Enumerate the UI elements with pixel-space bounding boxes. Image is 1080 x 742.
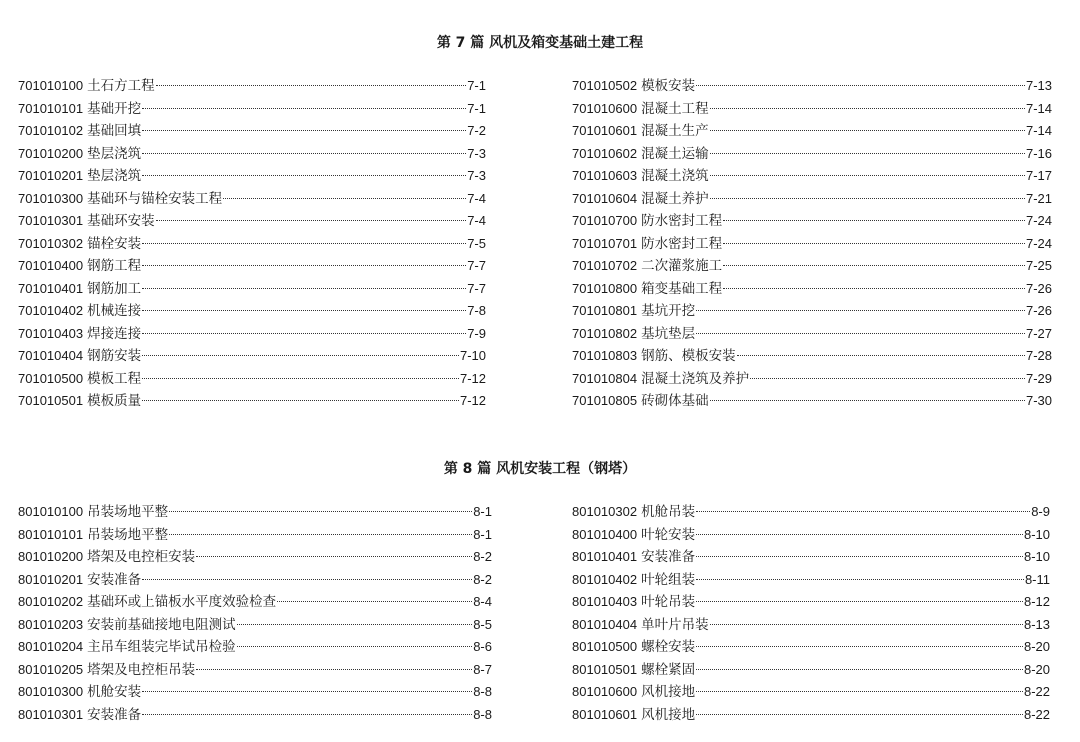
toc-entry[interactable] <box>18 546 492 569</box>
toc-entry-page-number: 7-4 <box>467 213 486 228</box>
toc-entry-code: 701010600 <box>572 100 638 116</box>
toc-entry-title: 螺栓安装 <box>641 639 696 655</box>
toc-entry-code: 701010800 <box>572 280 638 296</box>
toc-entry-code: 801010301 <box>18 706 84 722</box>
toc-entry[interactable] <box>18 323 486 346</box>
toc-entry-page-number: 7-14 <box>1025 123 1052 138</box>
toc-entry-title: 基础环与锚栓安装工程 <box>87 190 223 207</box>
toc-entry-code: 701010102 <box>18 123 84 138</box>
toc-entry[interactable] <box>572 143 1052 166</box>
toc-entry[interactable] <box>18 501 492 524</box>
toc-entry-title: 混凝土养护 <box>641 190 709 207</box>
toc-entry-code: 801010500 <box>572 639 638 654</box>
toc-entry[interactable] <box>18 659 492 682</box>
toc-entry-page-number: 7-30 <box>1025 393 1052 408</box>
toc-entry-title: 钢筋工程 <box>87 258 142 274</box>
toc-entry-title: 混凝土浇筑及养护 <box>641 370 750 387</box>
toc-entry-code: 701010805 <box>572 393 638 408</box>
toc-entry-title: 安装前基础接地电阻测试 <box>87 616 236 633</box>
toc-entry[interactable] <box>18 255 486 278</box>
toc-entry[interactable] <box>572 659 1050 682</box>
dot-leader <box>723 243 1025 244</box>
toc-entry-page-number: 7-7 <box>467 280 486 296</box>
toc-entry-page-number: 8-11 <box>1024 571 1050 587</box>
section-7-title: 第 7 篇 风机及箱变基础土建工程 <box>436 35 644 51</box>
toc-entry-code: 801010403 <box>572 594 638 609</box>
toc-entry-page-number: 7-12 <box>459 393 486 408</box>
toc-entry-title: 基坑开挖 <box>641 303 696 319</box>
toc-entry-title: 塔架及电控柜安装 <box>87 549 196 565</box>
toc-entry-title: 风机接地 <box>641 684 696 700</box>
toc-entry-code: 701010804 <box>572 370 638 386</box>
toc-entry[interactable] <box>572 345 1052 368</box>
toc-entry-page-number: 7-29 <box>1025 370 1052 386</box>
toc-entry-code: 801010100 <box>18 504 84 519</box>
dot-leader <box>696 333 1025 334</box>
toc-entry-page-number: 7-8 <box>467 303 486 318</box>
toc-entry-page-number: 7-24 <box>1025 213 1052 228</box>
toc-entry-page-number: 8-9 <box>1031 504 1050 519</box>
toc-entry-title: 混凝土运输 <box>641 145 709 162</box>
section-8-right-list <box>572 501 1050 726</box>
toc-entry[interactable] <box>18 614 492 637</box>
toc-entry[interactable] <box>572 368 1052 391</box>
toc-entry-title: 叶轮安装 <box>641 526 696 543</box>
toc-entry-page-number: 7-7 <box>467 258 486 273</box>
toc-entry[interactable] <box>572 501 1050 524</box>
toc-entry-page-number: 7-1 <box>467 78 486 93</box>
toc-entry-page-number: 7-25 <box>1025 258 1052 273</box>
toc-entry-page-number: 7-16 <box>1025 145 1052 161</box>
toc-entry-page-number: 8-8 <box>473 684 492 699</box>
toc-entry-code: 801010601 <box>572 706 638 722</box>
toc-entry-page-number: 8-13 <box>1023 616 1050 632</box>
toc-entry[interactable] <box>18 98 486 121</box>
toc-entry[interactable] <box>572 614 1050 637</box>
toc-entry-code: 701010101 <box>18 100 84 116</box>
toc-entry-title: 土石方工程 <box>87 78 155 94</box>
dot-leader <box>142 691 472 692</box>
toc-entry[interactable] <box>18 704 492 727</box>
toc-entry[interactable] <box>18 345 486 368</box>
toc-entry-page-number: 8-2 <box>473 549 492 564</box>
dot-leader <box>710 153 1025 154</box>
dot-leader <box>142 108 466 109</box>
toc-entry[interactable] <box>18 681 492 704</box>
toc-entry[interactable] <box>18 75 486 98</box>
toc-entry-title: 吊装场地平整 <box>87 526 169 543</box>
toc-entry[interactable] <box>18 188 486 211</box>
toc-entry[interactable] <box>572 681 1050 704</box>
toc-entry-title: 钢筋安装 <box>87 348 142 364</box>
dot-leader <box>723 220 1025 221</box>
toc-entry-code: 701010601 <box>572 123 638 138</box>
dot-leader <box>142 288 466 289</box>
toc-entry-code: 801010203 <box>18 616 84 632</box>
toc-entry[interactable] <box>572 98 1052 121</box>
toc-entry[interactable] <box>572 75 1052 98</box>
toc-entry-page-number: 8-2 <box>473 571 492 587</box>
toc-entry-page-number: 7-3 <box>467 145 486 161</box>
dot-leader <box>196 556 472 557</box>
toc-entry[interactable] <box>572 278 1052 301</box>
toc-entry[interactable] <box>18 368 486 391</box>
toc-entry-code: 701010302 <box>18 235 84 251</box>
toc-entry-page-number: 8-1 <box>473 526 492 542</box>
dot-leader <box>696 85 1025 86</box>
toc-entry-code: 801010401 <box>572 549 638 564</box>
toc-entry-code: 701010803 <box>572 348 638 363</box>
toc-entry-code: 701010200 <box>18 145 84 161</box>
toc-entry-page-number: 7-21 <box>1025 190 1052 206</box>
dot-leader <box>710 175 1025 176</box>
toc-entry[interactable] <box>18 278 486 301</box>
dot-leader <box>237 646 473 647</box>
toc-entry[interactable] <box>572 165 1052 188</box>
toc-entry-title: 防水密封工程 <box>641 235 723 252</box>
toc-entry[interactable] <box>18 210 486 233</box>
toc-entry-title: 叶轮组装 <box>641 571 696 588</box>
dot-leader <box>737 355 1025 356</box>
toc-entry-title: 机械连接 <box>87 303 142 319</box>
dot-leader <box>696 310 1025 311</box>
toc-entry-page-number: 7-24 <box>1025 235 1052 251</box>
toc-entry-title: 混凝土生产 <box>641 123 709 139</box>
toc-entry-code: 801010402 <box>572 571 638 587</box>
toc-entry-code: 701010603 <box>572 168 638 183</box>
toc-entry[interactable] <box>572 704 1050 727</box>
toc-entry[interactable] <box>572 390 1052 413</box>
toc-entry-page-number: 8-12 <box>1023 594 1050 609</box>
toc-entry-code: 701010402 <box>18 303 84 318</box>
dot-leader <box>696 691 1023 692</box>
toc-entry-code: 701010301 <box>18 213 84 228</box>
toc-entry-code: 701010400 <box>18 258 84 273</box>
toc-entry[interactable] <box>572 569 1050 592</box>
dot-leader <box>169 511 472 512</box>
toc-entry-title: 风机接地 <box>641 706 696 723</box>
toc-entry[interactable] <box>572 188 1052 211</box>
toc-entry-page-number: 8-6 <box>473 639 492 654</box>
section-7-right-list <box>572 75 1052 413</box>
section-8-title: 第 8 篇 风机安装工程（钢塔） <box>443 461 637 477</box>
dot-leader <box>142 378 459 379</box>
toc-entry-code: 701010502 <box>572 78 638 93</box>
toc-entry-title: 基础环安装 <box>87 213 155 229</box>
dot-leader <box>156 85 467 86</box>
toc-entry-code: 701010201 <box>18 168 84 183</box>
toc-entry-page-number: 8-4 <box>473 594 492 609</box>
toc-entry-page-number: 7-1 <box>467 100 486 116</box>
toc-entry[interactable] <box>18 233 486 256</box>
toc-entry-code: 801010201 <box>18 571 84 587</box>
toc-entry-title: 安装准备 <box>87 706 142 723</box>
toc-entry-code: 801010302 <box>572 504 638 519</box>
toc-entry-page-number: 7-4 <box>467 190 486 206</box>
toc-entry-code: 801010101 <box>18 526 84 542</box>
toc-entry-title: 机舱吊装 <box>641 504 696 520</box>
toc-entry-page-number: 7-26 <box>1025 280 1052 296</box>
toc-entry[interactable] <box>18 300 486 323</box>
toc-entry-page-number: 8-22 <box>1023 684 1050 699</box>
dot-leader <box>710 130 1025 131</box>
toc-entry-code: 701010602 <box>572 145 638 161</box>
toc-entry-title: 单叶片吊装 <box>641 616 709 633</box>
dot-leader <box>142 310 466 311</box>
toc-entry[interactable] <box>18 524 492 547</box>
toc-entry-title: 吊装场地平整 <box>87 504 169 520</box>
toc-entry-title: 混凝土工程 <box>641 100 709 117</box>
toc-entry-page-number: 8-20 <box>1023 661 1050 677</box>
toc-entry-page-number: 7-10 <box>459 348 486 363</box>
toc-entry[interactable] <box>18 165 486 188</box>
dot-leader <box>142 579 472 580</box>
toc-entry[interactable] <box>572 233 1052 256</box>
toc-entry-page-number: 7-2 <box>467 123 486 138</box>
toc-entry[interactable] <box>18 143 486 166</box>
toc-entry-page-number: 7-17 <box>1025 168 1052 183</box>
dot-leader <box>142 130 466 131</box>
dot-leader <box>696 511 1030 512</box>
toc-entry-title: 机舱安装 <box>87 684 142 700</box>
dot-leader <box>142 714 472 715</box>
dot-leader <box>223 198 466 199</box>
toc-entry[interactable] <box>572 323 1052 346</box>
toc-entry-code: 801010404 <box>572 616 638 632</box>
toc-entry-title: 安装准备 <box>87 571 142 588</box>
dot-leader <box>696 579 1024 580</box>
dot-leader <box>142 153 466 154</box>
toc-entry-page-number: 7-28 <box>1025 348 1052 363</box>
dot-leader <box>696 534 1023 535</box>
toc-entry[interactable] <box>18 390 486 413</box>
dot-leader <box>723 265 1025 266</box>
dot-leader <box>696 556 1023 557</box>
toc-entry[interactable] <box>572 210 1052 233</box>
dot-leader <box>696 646 1023 647</box>
toc-entry-code: 701010701 <box>572 235 638 251</box>
toc-entry-code: 701010702 <box>572 258 638 273</box>
toc-entry[interactable] <box>18 591 492 614</box>
toc-entry-page-number: 8-10 <box>1023 549 1050 564</box>
toc-entry-title: 模板安装 <box>641 78 696 94</box>
toc-entry-page-number: 8-1 <box>473 504 492 519</box>
dot-leader <box>696 601 1023 602</box>
section-7-left-list <box>18 75 486 413</box>
dot-leader <box>142 400 459 401</box>
toc-entry-page-number: 7-3 <box>467 168 486 183</box>
toc-entry-code: 801010202 <box>18 594 84 609</box>
dot-leader <box>723 288 1025 289</box>
toc-entry-code: 701010300 <box>18 190 84 206</box>
toc-entry-title: 二次灌浆施工 <box>641 258 723 274</box>
toc-entry-code: 701010404 <box>18 348 84 363</box>
toc-entry-title: 钢筋、模板安装 <box>641 348 736 364</box>
toc-entry-code: 701010604 <box>572 190 638 206</box>
dot-leader <box>710 108 1025 109</box>
toc-entry-page-number: 7-14 <box>1025 100 1052 116</box>
toc-entry-title: 基础环或上锚板水平度效验检查 <box>87 594 277 610</box>
toc-entry-code: 801010205 <box>18 661 84 677</box>
toc-entry[interactable] <box>18 120 486 143</box>
dot-leader <box>142 243 466 244</box>
toc-entry[interactable] <box>572 546 1050 569</box>
toc-entry-code: 701010802 <box>572 325 638 341</box>
dot-leader <box>142 265 466 266</box>
section-8-left-list <box>18 501 492 726</box>
toc-entry-page-number: 7-13 <box>1025 78 1052 93</box>
toc-entry-page-number: 8-7 <box>473 661 492 677</box>
toc-entry-title: 模板工程 <box>87 370 142 387</box>
toc-entry-title: 垫层浇筑 <box>87 168 142 184</box>
toc-entry[interactable] <box>572 255 1052 278</box>
toc-entry[interactable] <box>572 120 1052 143</box>
toc-entry-title: 基础开挖 <box>87 100 142 117</box>
dot-leader <box>142 175 466 176</box>
dot-leader <box>156 220 467 221</box>
dot-leader <box>169 534 472 535</box>
toc-entry-page-number: 8-10 <box>1023 526 1050 542</box>
toc-entry[interactable] <box>18 569 492 592</box>
dot-leader <box>142 333 466 334</box>
toc-entry-page-number: 7-9 <box>467 325 486 341</box>
toc-entry[interactable] <box>18 636 492 659</box>
toc-entry-code: 801010400 <box>572 526 638 542</box>
toc-entry-title: 主吊车组装完毕试吊检验 <box>87 639 236 655</box>
toc-entry-page-number: 8-8 <box>473 706 492 722</box>
toc-entry-page-number: 8-5 <box>473 616 492 632</box>
toc-entry-title: 螺栓紧固 <box>641 661 696 678</box>
toc-entry-page-number: 7-12 <box>459 370 486 386</box>
toc-entry[interactable] <box>572 524 1050 547</box>
toc-entry-page-number: 8-22 <box>1023 706 1050 722</box>
toc-entry-title: 模板质量 <box>87 393 142 409</box>
toc-entry-code: 701010100 <box>18 78 84 93</box>
toc-entry-code: 701010700 <box>572 213 638 228</box>
toc-entry[interactable] <box>572 300 1052 323</box>
toc-entry-code: 701010401 <box>18 280 84 296</box>
dot-leader <box>277 601 472 602</box>
toc-entry-page-number: 7-5 <box>467 235 486 251</box>
dot-leader <box>710 624 1023 625</box>
toc-entry[interactable] <box>572 636 1050 659</box>
dot-leader <box>710 400 1025 401</box>
dot-leader <box>142 355 459 356</box>
toc-entry-code: 701010500 <box>18 370 84 386</box>
toc-entry-title: 锚栓安装 <box>87 235 142 252</box>
toc-entry-title: 焊接连接 <box>87 325 142 342</box>
toc-entry-title: 叶轮吊装 <box>641 594 696 610</box>
toc-entry-page-number: 7-27 <box>1025 325 1052 341</box>
toc-entry-title: 基坑垫层 <box>641 325 696 342</box>
dot-leader <box>237 624 473 625</box>
toc-entry-title: 垫层浇筑 <box>87 145 142 162</box>
dot-leader <box>750 378 1025 379</box>
toc-entry[interactable] <box>572 591 1050 614</box>
dot-leader <box>696 714 1023 715</box>
toc-entry-code: 801010600 <box>572 684 638 699</box>
toc-entry-title: 钢筋加工 <box>87 280 142 297</box>
toc-entry-title: 混凝土浇筑 <box>641 168 709 184</box>
toc-entry-title: 安装准备 <box>641 549 696 565</box>
toc-entry-code: 801010204 <box>18 639 84 654</box>
toc-entry-code: 701010403 <box>18 325 84 341</box>
toc-entry-title: 塔架及电控柜吊装 <box>87 661 196 678</box>
toc-entry-title: 防水密封工程 <box>641 213 723 229</box>
toc-entry-code: 701010501 <box>18 393 84 408</box>
dot-leader <box>196 669 472 670</box>
toc-entry-code: 801010200 <box>18 549 84 564</box>
toc-entry-page-number: 8-20 <box>1023 639 1050 654</box>
toc-entry-page-number: 7-26 <box>1025 303 1052 318</box>
dot-leader <box>710 198 1025 199</box>
toc-entry-code: 801010300 <box>18 684 84 699</box>
toc-entry-title: 砖砌体基础 <box>641 393 709 409</box>
toc-entry-code: 801010501 <box>572 661 638 677</box>
dot-leader <box>696 669 1023 670</box>
toc-entry-title: 基础回填 <box>87 123 142 139</box>
toc-entry-code: 701010801 <box>572 303 638 318</box>
toc-entry-title: 箱变基础工程 <box>641 280 723 297</box>
